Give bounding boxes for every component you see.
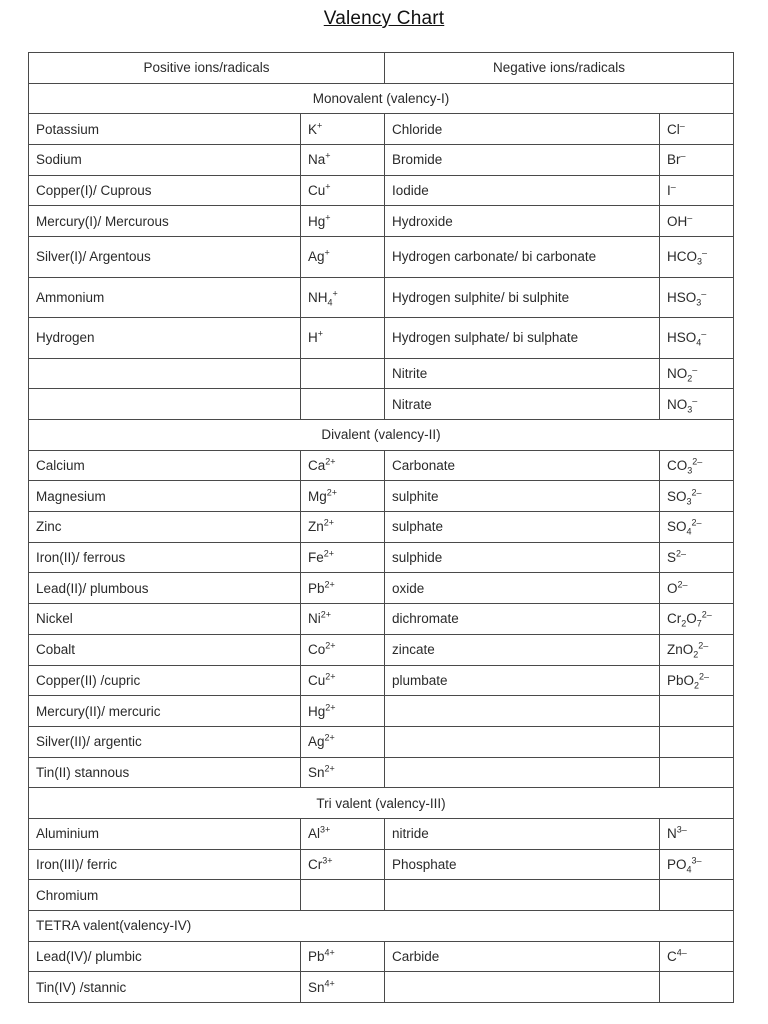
negative-ion-name: [385, 726, 660, 757]
table-row: [29, 665, 734, 696]
positive-ion-name: Aluminium: [29, 818, 301, 849]
negative-ion-formula: PbO$_2^{2-}$: [660, 665, 734, 696]
positive-ion-name: Zinc: [29, 512, 301, 543]
table-row: [29, 114, 734, 145]
negative-ion-name: Iodide: [385, 175, 660, 206]
negative-ion-name: dichromate: [385, 604, 660, 635]
negative-ions-header: Negative ions/radicals: [385, 53, 734, 84]
positive-ion-formula: $Ni^{2+}$: [301, 604, 385, 635]
section-header-row: [29, 911, 734, 942]
table-row: [29, 573, 734, 604]
negative-ion-name: sulphite: [385, 481, 660, 512]
negative-ion-formula: $S^{2-}$: [660, 542, 734, 573]
positive-ion-formula: $Pb^{2+}$: [301, 573, 385, 604]
page-title: Valency Chart: [323, 8, 445, 29]
positive-ion-formula: K+: [301, 114, 385, 145]
section-label: Monovalent (valency-I): [29, 83, 734, 114]
positive-ion-name: Copper(I)/ Cuprous: [29, 175, 301, 206]
table-row: [29, 358, 734, 389]
table-row: [29, 175, 734, 206]
positive-ion-name: Cobalt: [29, 634, 301, 665]
positive-ion-formula: $NH_4^+$: [301, 277, 385, 318]
table-row: [29, 318, 734, 359]
table-row: [29, 880, 734, 911]
negative-ion-name: sulphate: [385, 512, 660, 543]
positive-ion-name: Silver(I)/ Argentous: [29, 237, 301, 278]
section-header-row: [29, 83, 734, 114]
negative-ion-formula: I–: [660, 175, 734, 206]
positive-ion-name: Tin(II) stannous: [29, 757, 301, 788]
negative-ion-formula: OH–: [660, 206, 734, 237]
table-row: [29, 604, 734, 635]
negative-ion-name: Hydrogen sulphite/ bi sulphite: [385, 277, 660, 318]
negative-ion-name: Carbonate: [385, 450, 660, 481]
positive-ion-formula: $Cr^{3+}$: [301, 849, 385, 880]
positive-ion-name: Mercury(I)/ Mercurous: [29, 206, 301, 237]
positive-ion-name: Silver(II)/ argentic: [29, 726, 301, 757]
table-row: [29, 145, 734, 176]
negative-ion-name: oxide: [385, 573, 660, 604]
positive-ion-formula: [301, 358, 385, 389]
positive-ion-name: Lead(IV)/ plumbic: [29, 941, 301, 972]
negative-ion-formula: [660, 696, 734, 727]
negative-ion-name: Nitrate: [385, 389, 660, 420]
negative-ion-name: zincate: [385, 634, 660, 665]
negative-ion-formula: Br–: [660, 145, 734, 176]
positive-ion-formula: $Sn^{2+}$: [301, 757, 385, 788]
positive-ion-name: Copper(II) /cupric: [29, 665, 301, 696]
table-row: [29, 818, 734, 849]
positive-ion-formula: $Al^{3+}$: [301, 818, 385, 849]
table-row: [29, 757, 734, 788]
table-row: [29, 450, 734, 481]
section-header-row: [29, 788, 734, 819]
negative-ion-formula: $PO_4^{3-}$: [660, 849, 734, 880]
positive-ions-header: Positive ions/radicals: [29, 53, 385, 84]
valency-table: [28, 52, 734, 1003]
positive-ion-formula: $Mg^{2+}$: [301, 481, 385, 512]
table-row: [29, 726, 734, 757]
positive-ion-formula: $Pb^{4+}$: [301, 941, 385, 972]
negative-ion-formula: $NO_2^-$: [660, 358, 734, 389]
positive-ion-name: Iron(III)/ ferric: [29, 849, 301, 880]
negative-ion-name: plumbate: [385, 665, 660, 696]
negative-ion-name: Carbide: [385, 941, 660, 972]
positive-ion-formula: $Ca^{2+}$: [301, 450, 385, 481]
section-label: Tri valent (valency-III): [29, 788, 734, 819]
negative-ion-formula: $N^{3-}$: [660, 818, 734, 849]
negative-ion-name: [385, 757, 660, 788]
table-row: [29, 481, 734, 512]
negative-ion-formula: ZnO$_2^{2-}$: [660, 634, 734, 665]
negative-ion-formula: [660, 726, 734, 757]
negative-ion-formula: $HCO_3^-$: [660, 237, 734, 278]
positive-ion-formula: $Co^{2+}$: [301, 634, 385, 665]
negative-ion-formula: $SO_3^{2-}$: [660, 481, 734, 512]
table-row: [29, 941, 734, 972]
table-row: [29, 512, 734, 543]
table-row: [29, 972, 734, 1003]
negative-ion-formula: $CO_3^{2-}$: [660, 450, 734, 481]
positive-ion-formula: Hg+: [301, 206, 385, 237]
positive-ion-name: Hydrogen: [29, 318, 301, 359]
positive-ion-formula: $Sn^{4+}$: [301, 972, 385, 1003]
negative-ion-name: Phosphate: [385, 849, 660, 880]
negative-ion-formula: Cl–: [660, 114, 734, 145]
positive-ion-name: Iron(II)/ ferrous: [29, 542, 301, 573]
negative-ion-name: [385, 880, 660, 911]
positive-ion-formula: $Fe^{2+}$: [301, 542, 385, 573]
positive-ion-formula: H+: [301, 318, 385, 359]
negative-ion-formula: $Cr_2O_7^{2-}$: [660, 604, 734, 635]
positive-ion-name: Tin(IV) /stannic: [29, 972, 301, 1003]
table-row: [29, 634, 734, 665]
negative-ion-formula: [660, 880, 734, 911]
positive-ion-name: Mercury(II)/ mercuric: [29, 696, 301, 727]
table-row: [29, 849, 734, 880]
section-header-row: [29, 420, 734, 451]
positive-ion-formula: $Zn^{2+}$: [301, 512, 385, 543]
section-label: Divalent (valency-II): [29, 420, 734, 451]
negative-ion-name: Hydrogen carbonate/ bi carbonate: [385, 237, 660, 278]
positive-ion-formula: Na+: [301, 145, 385, 176]
section-label: TETRA valent(valency-IV): [29, 911, 734, 942]
positive-ion-name: Nickel: [29, 604, 301, 635]
negative-ion-name: [385, 972, 660, 1003]
table-row: [29, 237, 734, 278]
negative-ion-formula: [660, 972, 734, 1003]
negative-ion-name: Chloride: [385, 114, 660, 145]
positive-ion-formula: [301, 389, 385, 420]
positive-ion-name: [29, 389, 301, 420]
positive-ion-name: Sodium: [29, 145, 301, 176]
positive-ion-name: Chromium: [29, 880, 301, 911]
table-row: [29, 389, 734, 420]
negative-ion-formula: $O^{2-}$: [660, 573, 734, 604]
positive-ion-name: Calcium: [29, 450, 301, 481]
positive-ion-formula: $Ag^{2+}$: [301, 726, 385, 757]
positive-ion-name: Ammonium: [29, 277, 301, 318]
negative-ion-name: nitride: [385, 818, 660, 849]
table-row: [29, 206, 734, 237]
negative-ion-formula: $NO_3^-$: [660, 389, 734, 420]
table-row: [29, 542, 734, 573]
negative-ion-formula: [660, 757, 734, 788]
negative-ion-name: sulphide: [385, 542, 660, 573]
negative-ion-name: Bromide: [385, 145, 660, 176]
positive-ion-name: Magnesium: [29, 481, 301, 512]
negative-ion-formula: $HSO_4^-$: [660, 318, 734, 359]
negative-ion-formula: $C^{4-}$: [660, 941, 734, 972]
header-row: [29, 53, 734, 84]
positive-ion-name: Lead(II)/ plumbous: [29, 573, 301, 604]
positive-ion-formula: $Hg^{2+}$: [301, 696, 385, 727]
positive-ion-formula: $Cu^{2+}$: [301, 665, 385, 696]
table-row: [29, 696, 734, 727]
positive-ion-formula: Cu+: [301, 175, 385, 206]
table-row: [29, 277, 734, 318]
negative-ion-name: Nitrite: [385, 358, 660, 389]
positive-ion-name: Potassium: [29, 114, 301, 145]
negative-ion-formula: $SO_4^{2-}$: [660, 512, 734, 543]
positive-ion-name: [29, 358, 301, 389]
positive-ion-formula: [301, 880, 385, 911]
negative-ion-name: [385, 696, 660, 727]
negative-ion-name: Hydrogen sulphate/ bi sulphate: [385, 318, 660, 359]
negative-ion-formula: $HSO_3^-$: [660, 277, 734, 318]
positive-ion-formula: Ag+: [301, 237, 385, 278]
negative-ion-name: Hydroxide: [385, 206, 660, 237]
